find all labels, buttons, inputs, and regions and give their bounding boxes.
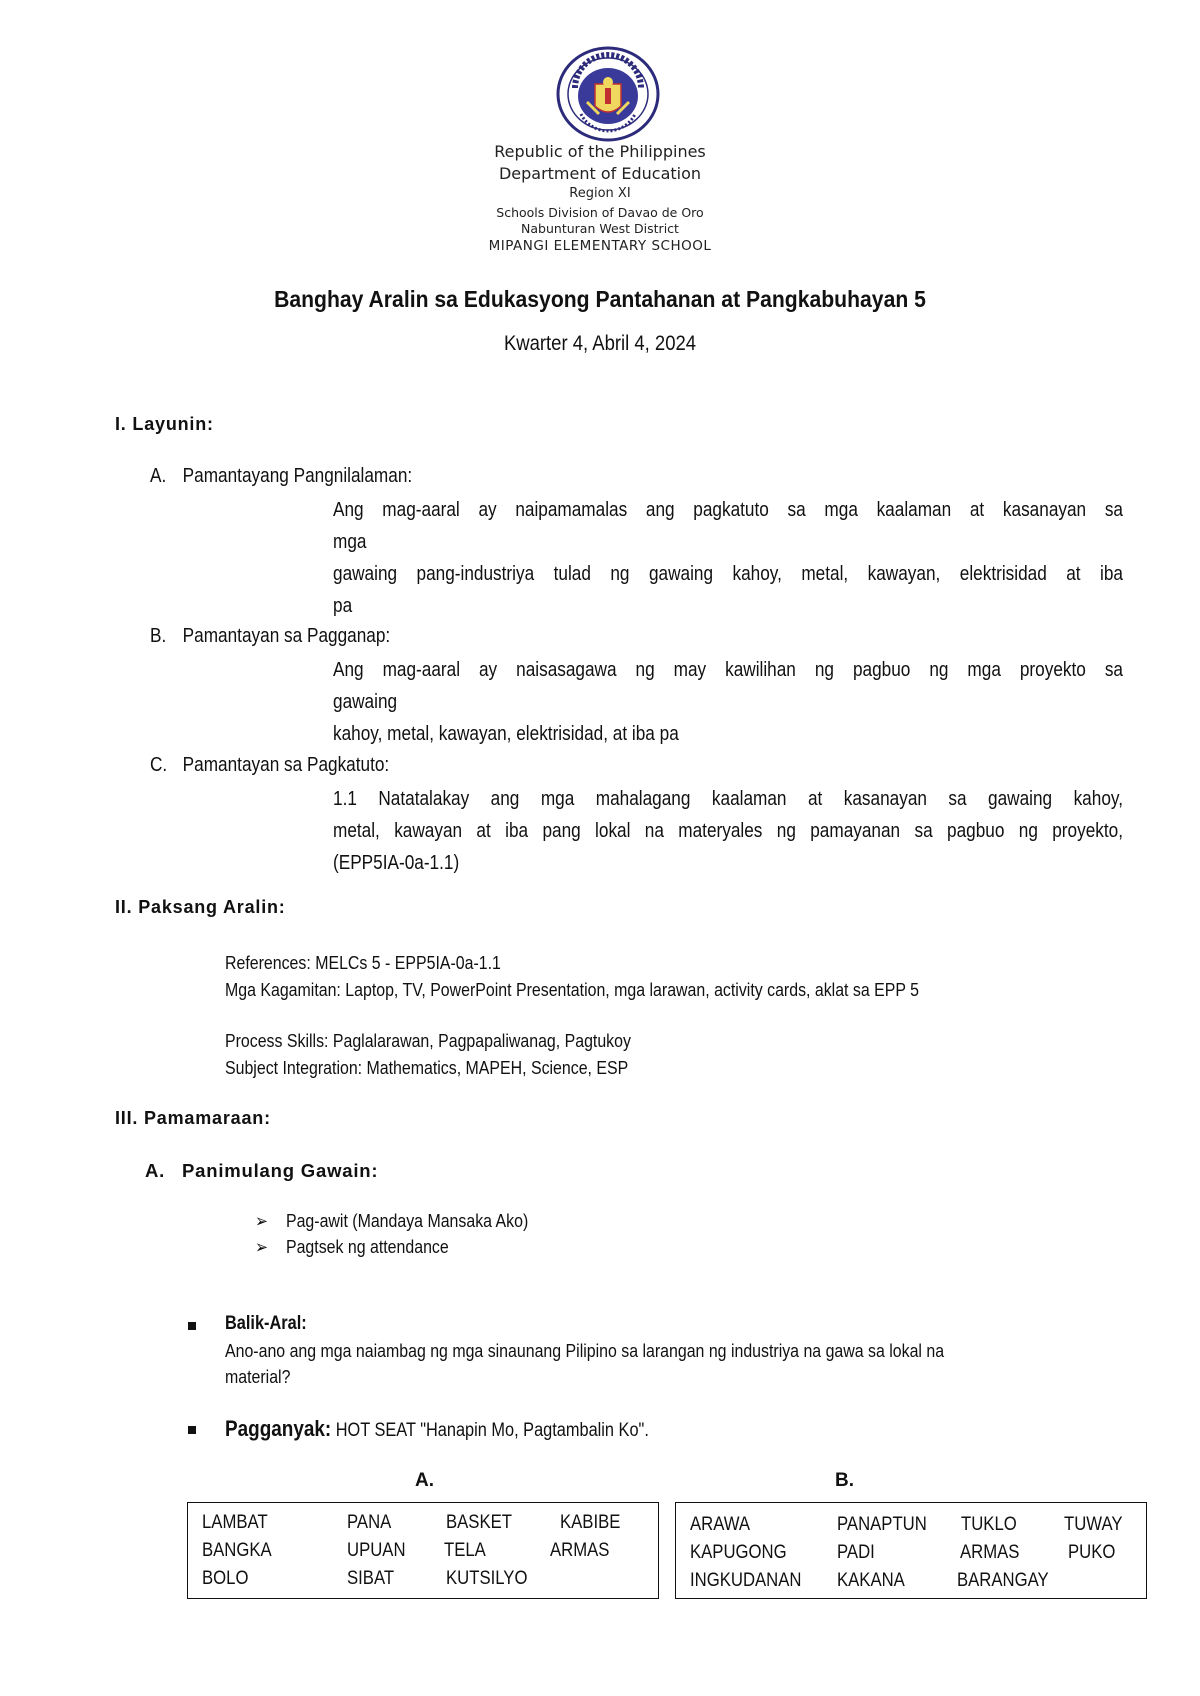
page-title: Banghay Aralin sa Edukasyong Pantahanan at Pangkabuhayan 5 — [274, 286, 926, 312]
region-text: Region XI — [569, 186, 631, 201]
arrow-bullet-icon: ➢ — [255, 1237, 268, 1257]
balik-aral-title: Balik-Aral: — [225, 1313, 307, 1334]
pagganyak-line — [225, 1416, 649, 1442]
word-cell-b: PUKO — [1068, 1542, 1116, 1563]
arrow-item-text: Pag-awit (Mandaya Mansaka Ako) — [285, 1210, 529, 1231]
table-a-heading: A. — [415, 1470, 434, 1491]
pagganyak-text: HOT SEAT "Hanapin Mo, Pagtambalin Ko". — [331, 1420, 649, 1441]
balik-aral-text-line: material? — [225, 1366, 291, 1387]
word-cell-a: SIBAT — [347, 1568, 395, 1589]
objective-b-title: Pamantayan sa Pagganap: — [182, 625, 391, 647]
objective-a-letter: A. — [150, 465, 167, 487]
word-cell-a: ARMAS — [550, 1540, 610, 1561]
arrow-list-item — [255, 1210, 528, 1232]
word-cell-a: LAMBAT — [202, 1512, 268, 1533]
objective-c-title: Pamantayan sa Pagkatuto: — [182, 754, 390, 776]
deped-seal-logo — [553, 44, 663, 144]
section-heading-paksa: II. Paksang Aralin: — [115, 897, 286, 917]
objective-a-line: pa — [333, 595, 353, 617]
section-heading-layunin: I. Layunin: — [115, 414, 214, 434]
objective-c-label — [150, 754, 389, 777]
page-subtitle: Kwarter 4, Abril 4, 2024 — [503, 332, 697, 355]
department-text: Department of Education — [498, 164, 702, 183]
table-b-heading: B. — [835, 1470, 854, 1491]
objective-c-line: metal, kawayan at iba pang lokal na materyales ng pamayanan sa pagbuo ng proyekto, — [333, 820, 1123, 842]
objective-b-line: gawaing — [333, 691, 398, 713]
objective-b-label — [150, 625, 390, 648]
district-text: Nabunturan West District — [521, 221, 679, 236]
division-text: Schools Division of Davao de Oro — [496, 205, 704, 220]
word-cell-b: BARANGAY — [957, 1570, 1049, 1591]
balik-aral-text-line: Ano-ano ang mga naiambag ng mga sinaunang Pilipino sa larangan ng industriya na gawa sa lokal na — [225, 1340, 945, 1361]
panimulang-title: Panimulang Gawain: — [182, 1160, 379, 1181]
arrow-bullet-icon: ➢ — [255, 1211, 268, 1231]
school-name: MIPANGI ELEMENTARY SCHOOL — [488, 238, 712, 254]
panimulang-letter: A. — [145, 1160, 166, 1181]
word-cell-a: UPUAN — [347, 1540, 406, 1561]
word-cell-a: BASKET — [446, 1512, 512, 1533]
kagamitan-text: Mga Kagamitan: Laptop, TV, PowerPoint Presentation, mga larawan, activity cards, aklat sa EPP 5 — [225, 979, 919, 1000]
word-cell-a: TELA — [444, 1540, 486, 1561]
word-cell-a: BANGKA — [202, 1540, 272, 1561]
word-cell-b: TUKLO — [961, 1514, 1017, 1535]
balik-aral-label — [225, 1313, 307, 1335]
objective-b-letter: B. — [150, 625, 167, 647]
objective-b-text — [333, 654, 1123, 750]
word-cell-b: TUWAY — [1064, 1514, 1123, 1535]
word-cell-b: KAPUGONG — [690, 1542, 787, 1563]
objective-a-line: mga — [333, 531, 367, 553]
word-cell-b: ARAWA — [690, 1514, 751, 1535]
objective-a-title: Pamantayang Pangnilalaman: — [182, 465, 413, 487]
pagganyak-title: Pagganyak: — [225, 1416, 332, 1441]
objective-c-line: 1.1 Natatalakay ang mga mahalagang kaalaman at kasanayan sa gawaing kahoy, — [333, 788, 1123, 810]
objective-b-line: kahoy, metal, kawayan, elektrisidad, at iba pa — [333, 723, 679, 745]
process-skills-text: Process Skills: Paglalarawan, Pagpapaliwanag, Pagtukoy — [225, 1030, 631, 1051]
objective-a-line: gawaing pang-industriya tulad ng gawaing kahoy, metal, kawayan, elektrisidad at iba — [333, 563, 1123, 585]
panimulang-gawain-heading — [145, 1160, 378, 1182]
word-cell-b: INGKUDANAN — [690, 1570, 802, 1591]
word-cell-a: PANA — [347, 1512, 392, 1533]
objective-b-line: Ang mag-aaral ay naisasagawa ng may kawilihan ng pagbuo ng mga proyekto sa — [333, 659, 1123, 681]
objective-a-label — [150, 465, 412, 488]
references-text: References: MELCs 5 - EPP5IA-0a-1.1 — [225, 952, 501, 973]
square-bullet-icon — [188, 1322, 196, 1330]
subject-integration-text: Subject Integration: Mathematics, MAPEH, Science, ESP — [225, 1057, 629, 1078]
objective-a-text — [333, 494, 1123, 622]
square-bullet-icon — [188, 1426, 196, 1434]
word-cell-b: PANAPTUN — [837, 1514, 927, 1535]
arrow-item-text: Pagtsek ng attendance — [285, 1236, 449, 1257]
word-cell-b: ARMAS — [960, 1542, 1020, 1563]
republic-text: Republic of the Philippines — [494, 142, 706, 161]
arrow-list-item — [255, 1236, 449, 1258]
objective-c-text — [333, 783, 1123, 879]
objective-a-line: Ang mag-aaral ay naipamamalas ang pagkatuto sa mga kaalaman at kasanayan sa — [333, 499, 1123, 521]
section-heading-pamamaraan: III. Pamamaraan: — [115, 1108, 271, 1128]
word-cell-a: BOLO — [202, 1568, 249, 1589]
objective-c-line: (EPP5IA-0a-1.1) — [333, 852, 460, 874]
word-cell-a: KABIBE — [560, 1512, 621, 1533]
word-cell-b: PADI — [837, 1542, 875, 1563]
objective-c-letter: C. — [150, 754, 168, 776]
word-cell-a: KUTSILYO — [446, 1568, 528, 1589]
word-cell-b: KAKANA — [837, 1570, 905, 1591]
